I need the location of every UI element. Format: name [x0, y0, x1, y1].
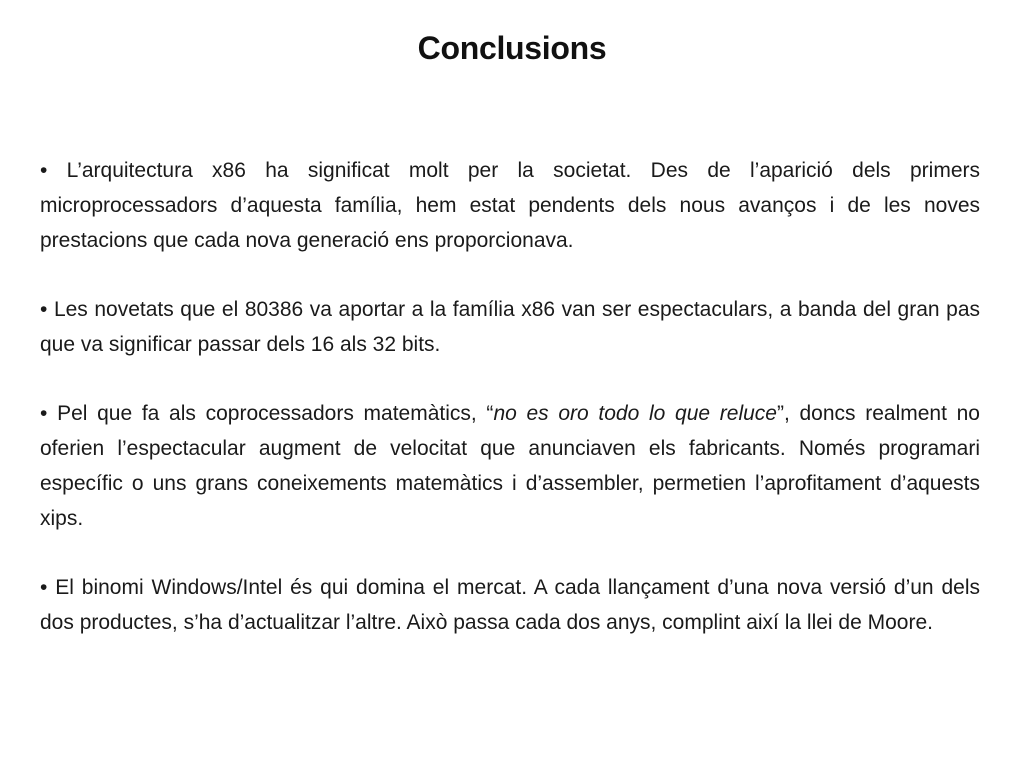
bullet-text-after: ”, doncs realment no oferien l’espectacular augment de velocitat que anunciaven els fabricants. Només programari específic o uns grans coneixements matemàtics i d’assembler, permetien l’aprofitament d’aquests xips. [40, 402, 980, 530]
slide-title: Conclusions [417, 30, 607, 66]
bullet-marker: • [40, 159, 48, 182]
bullet-marker: • [40, 402, 48, 425]
bullet-marker: • [40, 298, 48, 321]
bullet-item [40, 153, 980, 258]
bullet-text-italic: no es oro todo lo que reluce [493, 402, 777, 425]
bullet-text: Les novetats que el 80386 va aportar a la família x86 van ser espectaculars, a banda del gran pas que va significar passar dels 16 als 32 bits. [40, 298, 980, 356]
bullet-item [40, 570, 980, 640]
bullet-item [40, 396, 980, 536]
bullet-text-before: Pel que fa als coprocessadors matemàtics, “ [57, 402, 494, 425]
bullet-text: L’arquitectura x86 ha significat molt per la societat. Des de l’aparició dels primers microprocessadors d’aquesta família, hem estat pendents dels nous avanços i de les noves prestacions que cada nova generació ens proporcionava. [40, 159, 980, 252]
bullet-marker: • [40, 576, 48, 599]
slide-content [40, 153, 980, 674]
bullet-item [40, 292, 980, 362]
bullet-text: El binomi Windows/Intel és qui domina el mercat. A cada llançament d’una nova versió d’un dels dos productes, s’ha d’actualitzar l’altre. Això passa cada dos anys, complint així la llei de Moore. [40, 576, 980, 634]
